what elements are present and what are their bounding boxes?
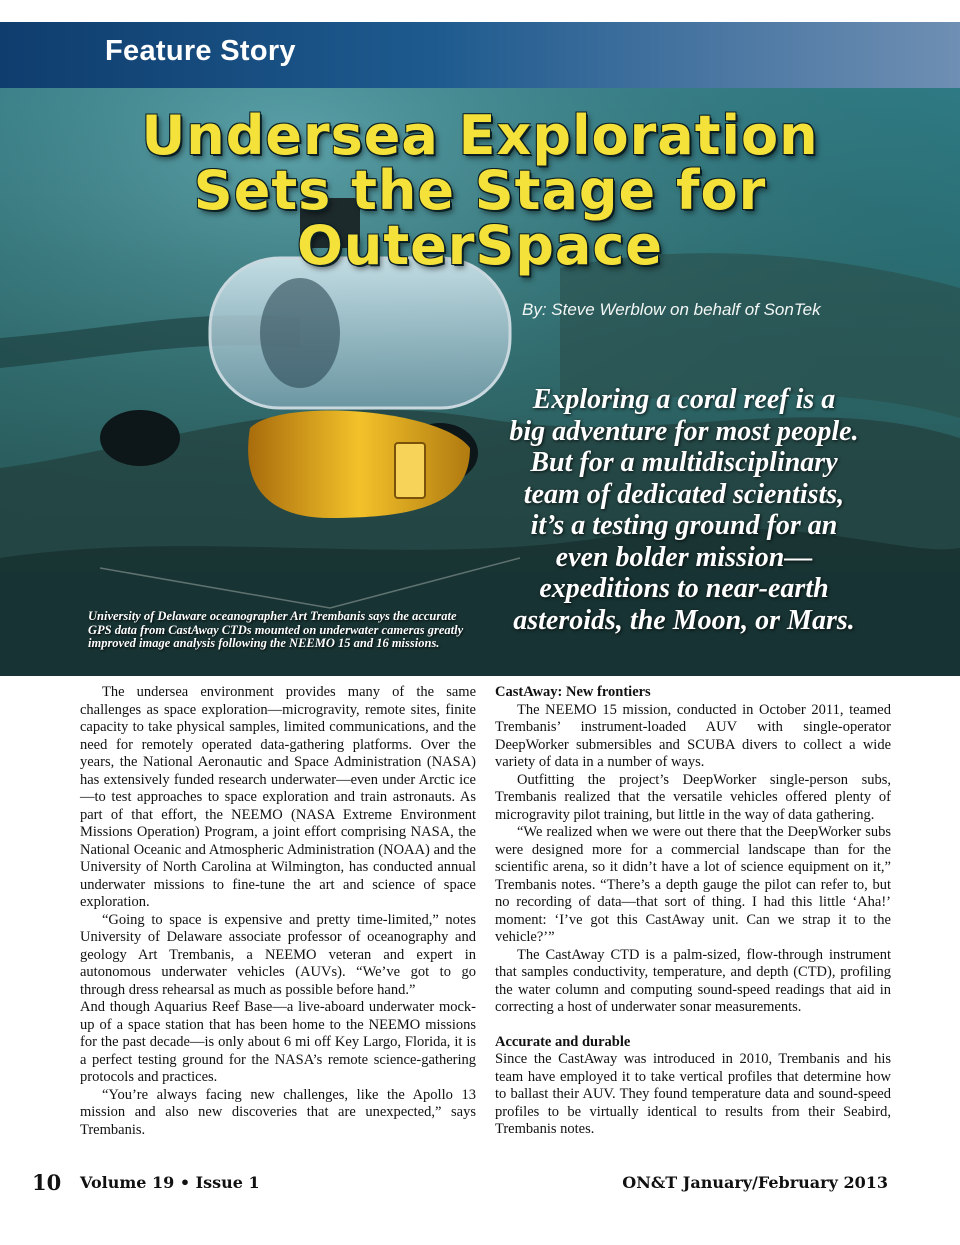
page-number: 10 <box>32 1170 62 1195</box>
article-title-line-1: Undersea Exploration <box>141 104 819 167</box>
pull-quote-line: even bolder mission— <box>555 541 813 573</box>
body-paragraph: And though Aquarius Reef Base—a live-aboard underwater mock-up of a space station that has been home to the NEEMO missions for the past decade—is only about 6 mi off Key Largo, Florida, it is a perfect testing ground for the NASA’s remote science-gathering protocols and practices. <box>80 999 476 1085</box>
issue-label: Volume 19 • Issue 1 <box>80 1173 260 1192</box>
article-title-line-2: Sets the Stage for <box>193 159 767 222</box>
pull-quote-line: big adventure for most people. <box>509 415 859 447</box>
pull-quote-line: team of dedicated scientists, <box>523 478 845 510</box>
article-column-left <box>80 684 476 1139</box>
pull-quote-line: asteroids, the Moon, or Mars. <box>513 604 855 636</box>
body-paragraph: Since the CastAway was introduced in 2010, Trembanis and his team have employed it to take vertical profiles that determine how to ballast their AUV. They found temperature data and sound-speed profiles to be virtually identical to results from their Seabird, Trembanis notes. <box>495 1051 891 1137</box>
body-paragraph: “We realized when we were out there that the DeepWorker subs were designed more for a commercial landscape than for the scientific arena, so it didn’t have a lot of science equipment on it,” Trembanis notes. “There’s a depth gauge the pilot can refer to, but no recording of data—that sort of thing. I had this little ‘Aha!’ moment: ‘I’ve got this CastAway unit. Can we strap it to the vehicle?’” <box>495 824 891 945</box>
body-paragraph: The NEEMO 15 mission, conducted in October 2011, teamed Trembanis’ instrument-loaded AUV with single-operator DeepWorker submersibles and SCUBA divers to collect a wide variety of data in a number of ways. <box>495 701 891 770</box>
publication-label: ON&T January/February 2013 <box>622 1173 888 1192</box>
article-column-right <box>495 684 891 1139</box>
subhead-accurate-and-durable: Accurate and durable <box>495 1033 631 1050</box>
pull-quote-line: expeditions to near-earth <box>539 573 829 604</box>
section-header-bar <box>0 22 960 88</box>
body-paragraph: “You’re always facing new challenges, like the Apollo 13 mission and also new discoveries that are unexpected,” says Trembanis. <box>80 1086 476 1138</box>
body-paragraph: “Going to space is expensive and pretty time-limited,” notes University of Delaware associate professor of oceanography and geology Art Trembanis, a NEEMO veteran and expert in autonomous underwater vehicles (AUVs). “We’ve got to go through dress rehearsal as much as possible before hand.” <box>80 911 476 998</box>
body-paragraph: Outfitting the project’s DeepWorker single-person subs, Trembanis realized that the versatile vehicles offered plenty of microgravity pilot training, but little in the way of data gathering. <box>495 771 891 823</box>
section-label: Feature Story <box>105 35 296 67</box>
body-paragraph: The undersea environment provides many of the same challenges as space exploration—microgravity, remote sites, finite capacity to take physical samples, limited communications, and the need for remotely operated data-gathering platforms. Over the years, the National Aeronautic and Space Administration (NASA) has extensively funded research underwater—even under Arctic ice—to test approaches to space exploration and train astronauts. As part of that effort, the NEEMO (NASA Extreme Environment Missions Operation) Program, a joint effort comprising NASA, the National Oceanic and Atmospheric Administration (NOAA) and the University of North Carolina at Wilmington, has conducted annual underwater missions to fine-tune the art and science of space exploration. <box>80 684 476 910</box>
subhead-castaway-new-frontiers: CastAway: New frontiers <box>495 684 651 700</box>
photo-caption: University of Delaware oceanographer Art Trembanis says the accurate GPS data from CastAway CTDs mounted on underwater cameras greatly improved image analysis following the NEEMO 15 and 16 missions. <box>88 609 464 650</box>
page-footer <box>0 1170 960 1200</box>
article-title-line-3: OuterSpace <box>296 214 664 277</box>
pull-quote-line: it’s a testing ground for an <box>530 510 838 541</box>
pull-quote-line: But for a multidisciplinary <box>530 447 838 478</box>
pull-quote <box>494 384 874 636</box>
pull-quote-line: Exploring a coral reef is a <box>532 384 836 415</box>
hero-image <box>0 88 960 676</box>
byline: By: Steve Werblow on behalf of SonTek <box>522 300 821 319</box>
body-paragraph: The CastAway CTD is a palm-sized, flow-through instrument that samples conductivity, temperature, and depth (CTD), profiling the water column and computing sound-speed readings that aid in correcting a host of underwater sonar measurements. <box>495 946 891 1015</box>
